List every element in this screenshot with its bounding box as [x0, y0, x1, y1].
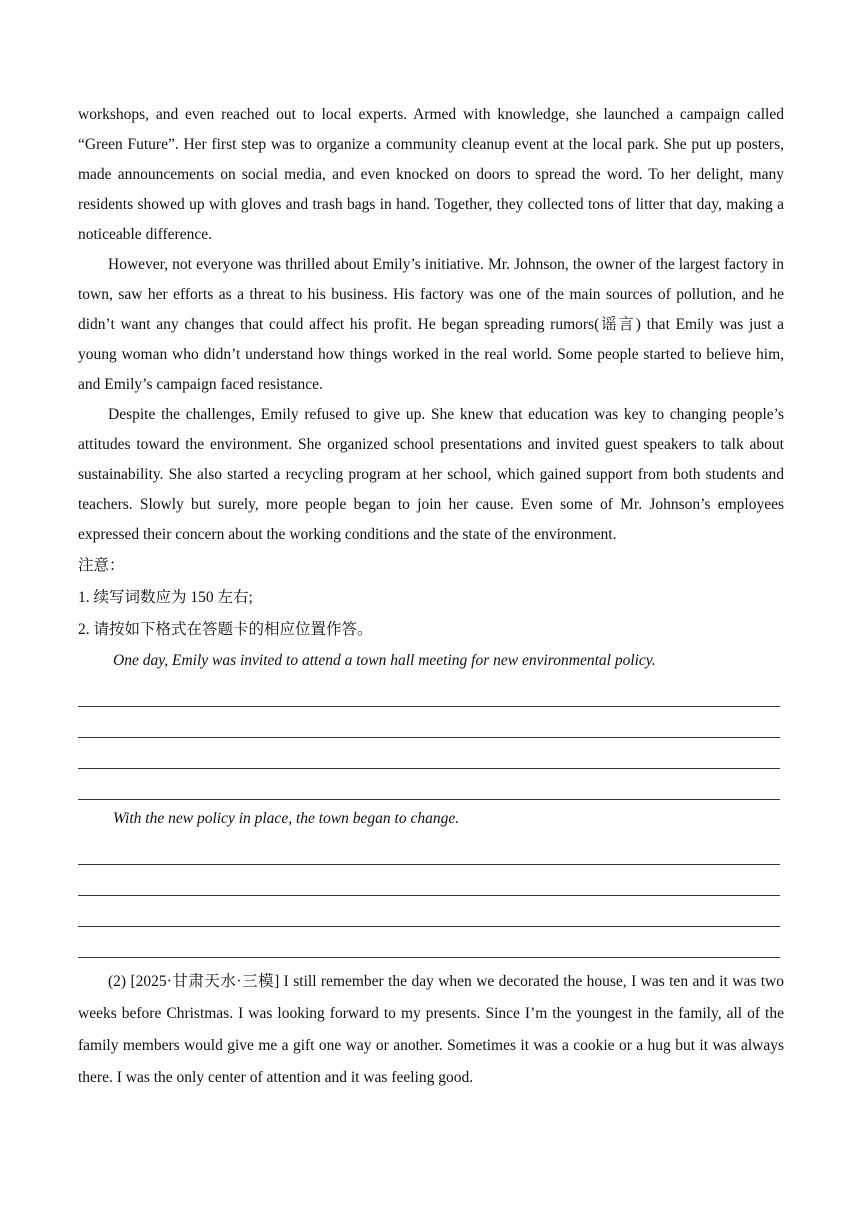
- continuation-prompt-1: One day, Emily was invited to attend a town hall meeting for new environmental policy.: [113, 652, 656, 669]
- notes-heading: 注意：: [78, 557, 125, 574]
- passage-paragraph-3: Despite the challenges, Emily refused to give up. She knew that education was key to changing people’s attitudes toward the environment. She organized school presentations and invited guest speakers to talk about sustainability. She also started a recycling program at her school, which gained support from both students and teachers. Slowly but surely, more people began to join her cause. Even some of Mr. Johnson’s employees expressed their concern about the working conditions and the state of the environment.: [78, 406, 784, 543]
- note-item-2: 2. 请按如下格式在答题卡的相应位置作答。: [78, 621, 373, 638]
- answer-line[interactable]: [78, 676, 780, 707]
- answer-line[interactable]: [78, 834, 780, 865]
- passage-paragraph-2: However, not everyone was thrilled about Emily’s initiative. Mr. Johnson, the owner of the largest factory in town, saw her efforts as a threat to his business. His factory was one of the main sources of pollution, and he didn’t want any changes that could affect his profit. He began spreading rumors(谣言) that Emily was just a young woman who didn’t understand how things worked in the real world. Some people started to believe him, and Emily’s campaign faced resistance.: [78, 256, 784, 393]
- continuation-prompt-2: With the new policy in place, the town began to change.: [113, 810, 460, 827]
- answer-line[interactable]: [78, 769, 780, 800]
- next-question-paragraph: (2) [2025·甘肃天水·三模] I still remember the day when we decorated the house, I was ten and it was two weeks before Christmas. I was looking forward to my presents. Since I’m the youngest in the family, all of the family members would give me a gift one way or another. Sometimes it was a cookie or a hug but it was always there. I was the only center of attention and it was feeling good.: [78, 973, 784, 1086]
- answer-line[interactable]: [78, 896, 780, 927]
- answer-line[interactable]: [78, 707, 780, 738]
- answer-line[interactable]: [78, 738, 780, 769]
- passage-paragraph-1: workshops, and even reached out to local experts. Armed with knowledge, she launched a campaign called “Green Future”. Her first step was to organize a community cleanup event at the local park. She put up posters, made announcements on social media, and even knocked on doors to spread the word. To her delight, many residents showed up with gloves and trash bags in hand. Together, they collected tons of litter that day, making a noticeable difference.: [78, 106, 784, 243]
- note-item-1: 1. 续写词数应为 150 左右;: [78, 589, 253, 606]
- answer-line[interactable]: [78, 927, 780, 958]
- answer-line[interactable]: [78, 865, 780, 896]
- document-page: [78, 100, 784, 1094]
